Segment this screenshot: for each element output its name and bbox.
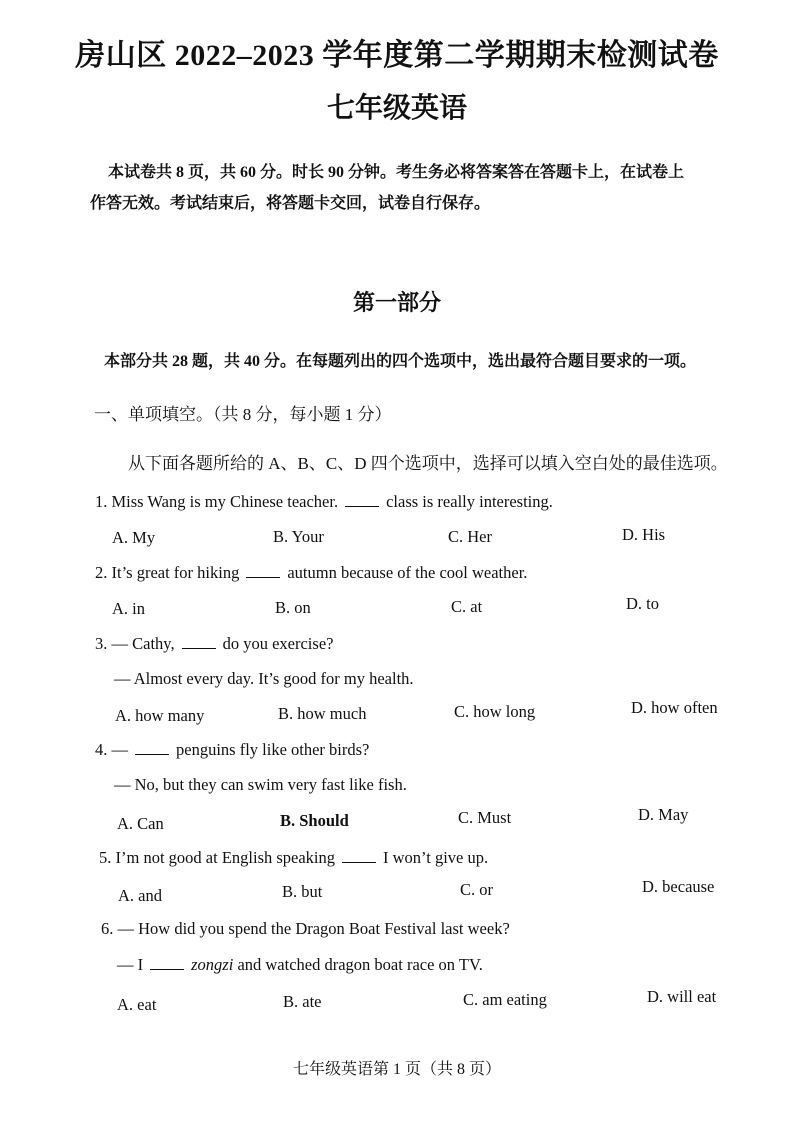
option-a: A. in (112, 599, 145, 618)
answer-blank (150, 957, 184, 970)
part-note: 本部分共 28 题，共 40 分。在每题列出的四个选项中，选出最符合题目要求的一项。 (104, 353, 697, 370)
question-stem-cont: autumn because of the cool weather. (287, 563, 528, 582)
question-stem-cont: class is really interesting. (386, 492, 553, 511)
answer-blank (182, 636, 216, 649)
option-d: D. May (638, 805, 689, 824)
question-stem: 1. Miss Wang is my Chinese teacher. (95, 492, 339, 511)
question-1 (95, 492, 553, 512)
option-a: A. and (118, 886, 162, 905)
question-stem-cont: do you exercise? (222, 634, 334, 653)
question-5 (99, 848, 488, 868)
option-a: A. Can (117, 814, 164, 833)
option-b: B. on (275, 598, 311, 617)
option-c: C. at (451, 597, 483, 616)
question-stem: 3. — Cathy, (95, 634, 175, 653)
answer-blank (342, 850, 376, 863)
option-b: B. how much (278, 704, 367, 723)
section-note: 从下面各题所给的 A、B、C、D 四个选项中，选择可以填入空白处的最佳选项。 (128, 454, 728, 473)
instructions-line-1: 本试卷共 8 页，共 60 分。时长 90 分钟。考生务必将答案答在答题卡上，在试卷上 (108, 164, 685, 181)
page-footer: 七年级英语第 1 页（共 8 页） (292, 1061, 501, 1078)
exam-subtitle: 七年级英语 (326, 93, 467, 124)
option-a: A. how many (115, 706, 205, 725)
option-b: B. Your (273, 527, 324, 546)
option-c: C. how long (454, 702, 536, 721)
option-c: C. am eating (463, 990, 547, 1009)
option-c: C. Her (448, 527, 492, 546)
reply-italic-word: zongzi (191, 955, 234, 974)
question-6: 6. — How did you spend the Dragon Boat Festival last week? (101, 919, 510, 938)
reply-start: — I (117, 955, 144, 974)
question-2 (95, 563, 527, 583)
option-a: A. My (112, 528, 156, 547)
option-b: B. Should (280, 811, 349, 830)
option-d: D. how often (631, 698, 718, 717)
reply-end: and watched dragon boat race on TV. (237, 955, 483, 974)
option-c: C. or (460, 880, 493, 899)
question-stem: 4. — (95, 740, 128, 759)
question-6-reply (117, 955, 483, 975)
option-d: D. to (626, 594, 659, 613)
answer-blank (345, 494, 379, 507)
option-d: D. His (622, 525, 666, 544)
question-3-reply: — Almost every day. It’s good for my health. (114, 669, 414, 688)
option-b: B. ate (283, 992, 322, 1011)
question-stem-cont: penguins fly like other birds? (176, 740, 370, 759)
question-4 (95, 740, 369, 760)
option-a: A. eat (117, 995, 157, 1014)
option-c: C. Must (458, 808, 512, 827)
section-title: 一、单项填空。（共 8 分，每小题 1 分） (94, 405, 392, 424)
part-title: 第一部分 (352, 290, 441, 315)
question-3 (95, 634, 333, 654)
option-b: B. but (282, 882, 323, 901)
question-stem-cont: I won’t give up. (383, 848, 489, 867)
question-stem: 2. It’s great for hiking (95, 563, 240, 582)
question-stem: 5. I’m not good at English speaking (99, 848, 336, 867)
answer-blank (246, 565, 280, 578)
option-d: D. because (642, 877, 715, 896)
question-4-reply: — No, but they can swim very fast like fish. (114, 775, 407, 794)
instructions-line-2: 作答无效。考试结束后，将答题卡交回，试卷自行保存。 (90, 195, 491, 212)
option-d: D. will eat (647, 987, 717, 1006)
exam-title: 房山区 2022–2023 学年度第二学期期末检测试卷 (75, 39, 719, 72)
answer-blank (135, 742, 169, 755)
